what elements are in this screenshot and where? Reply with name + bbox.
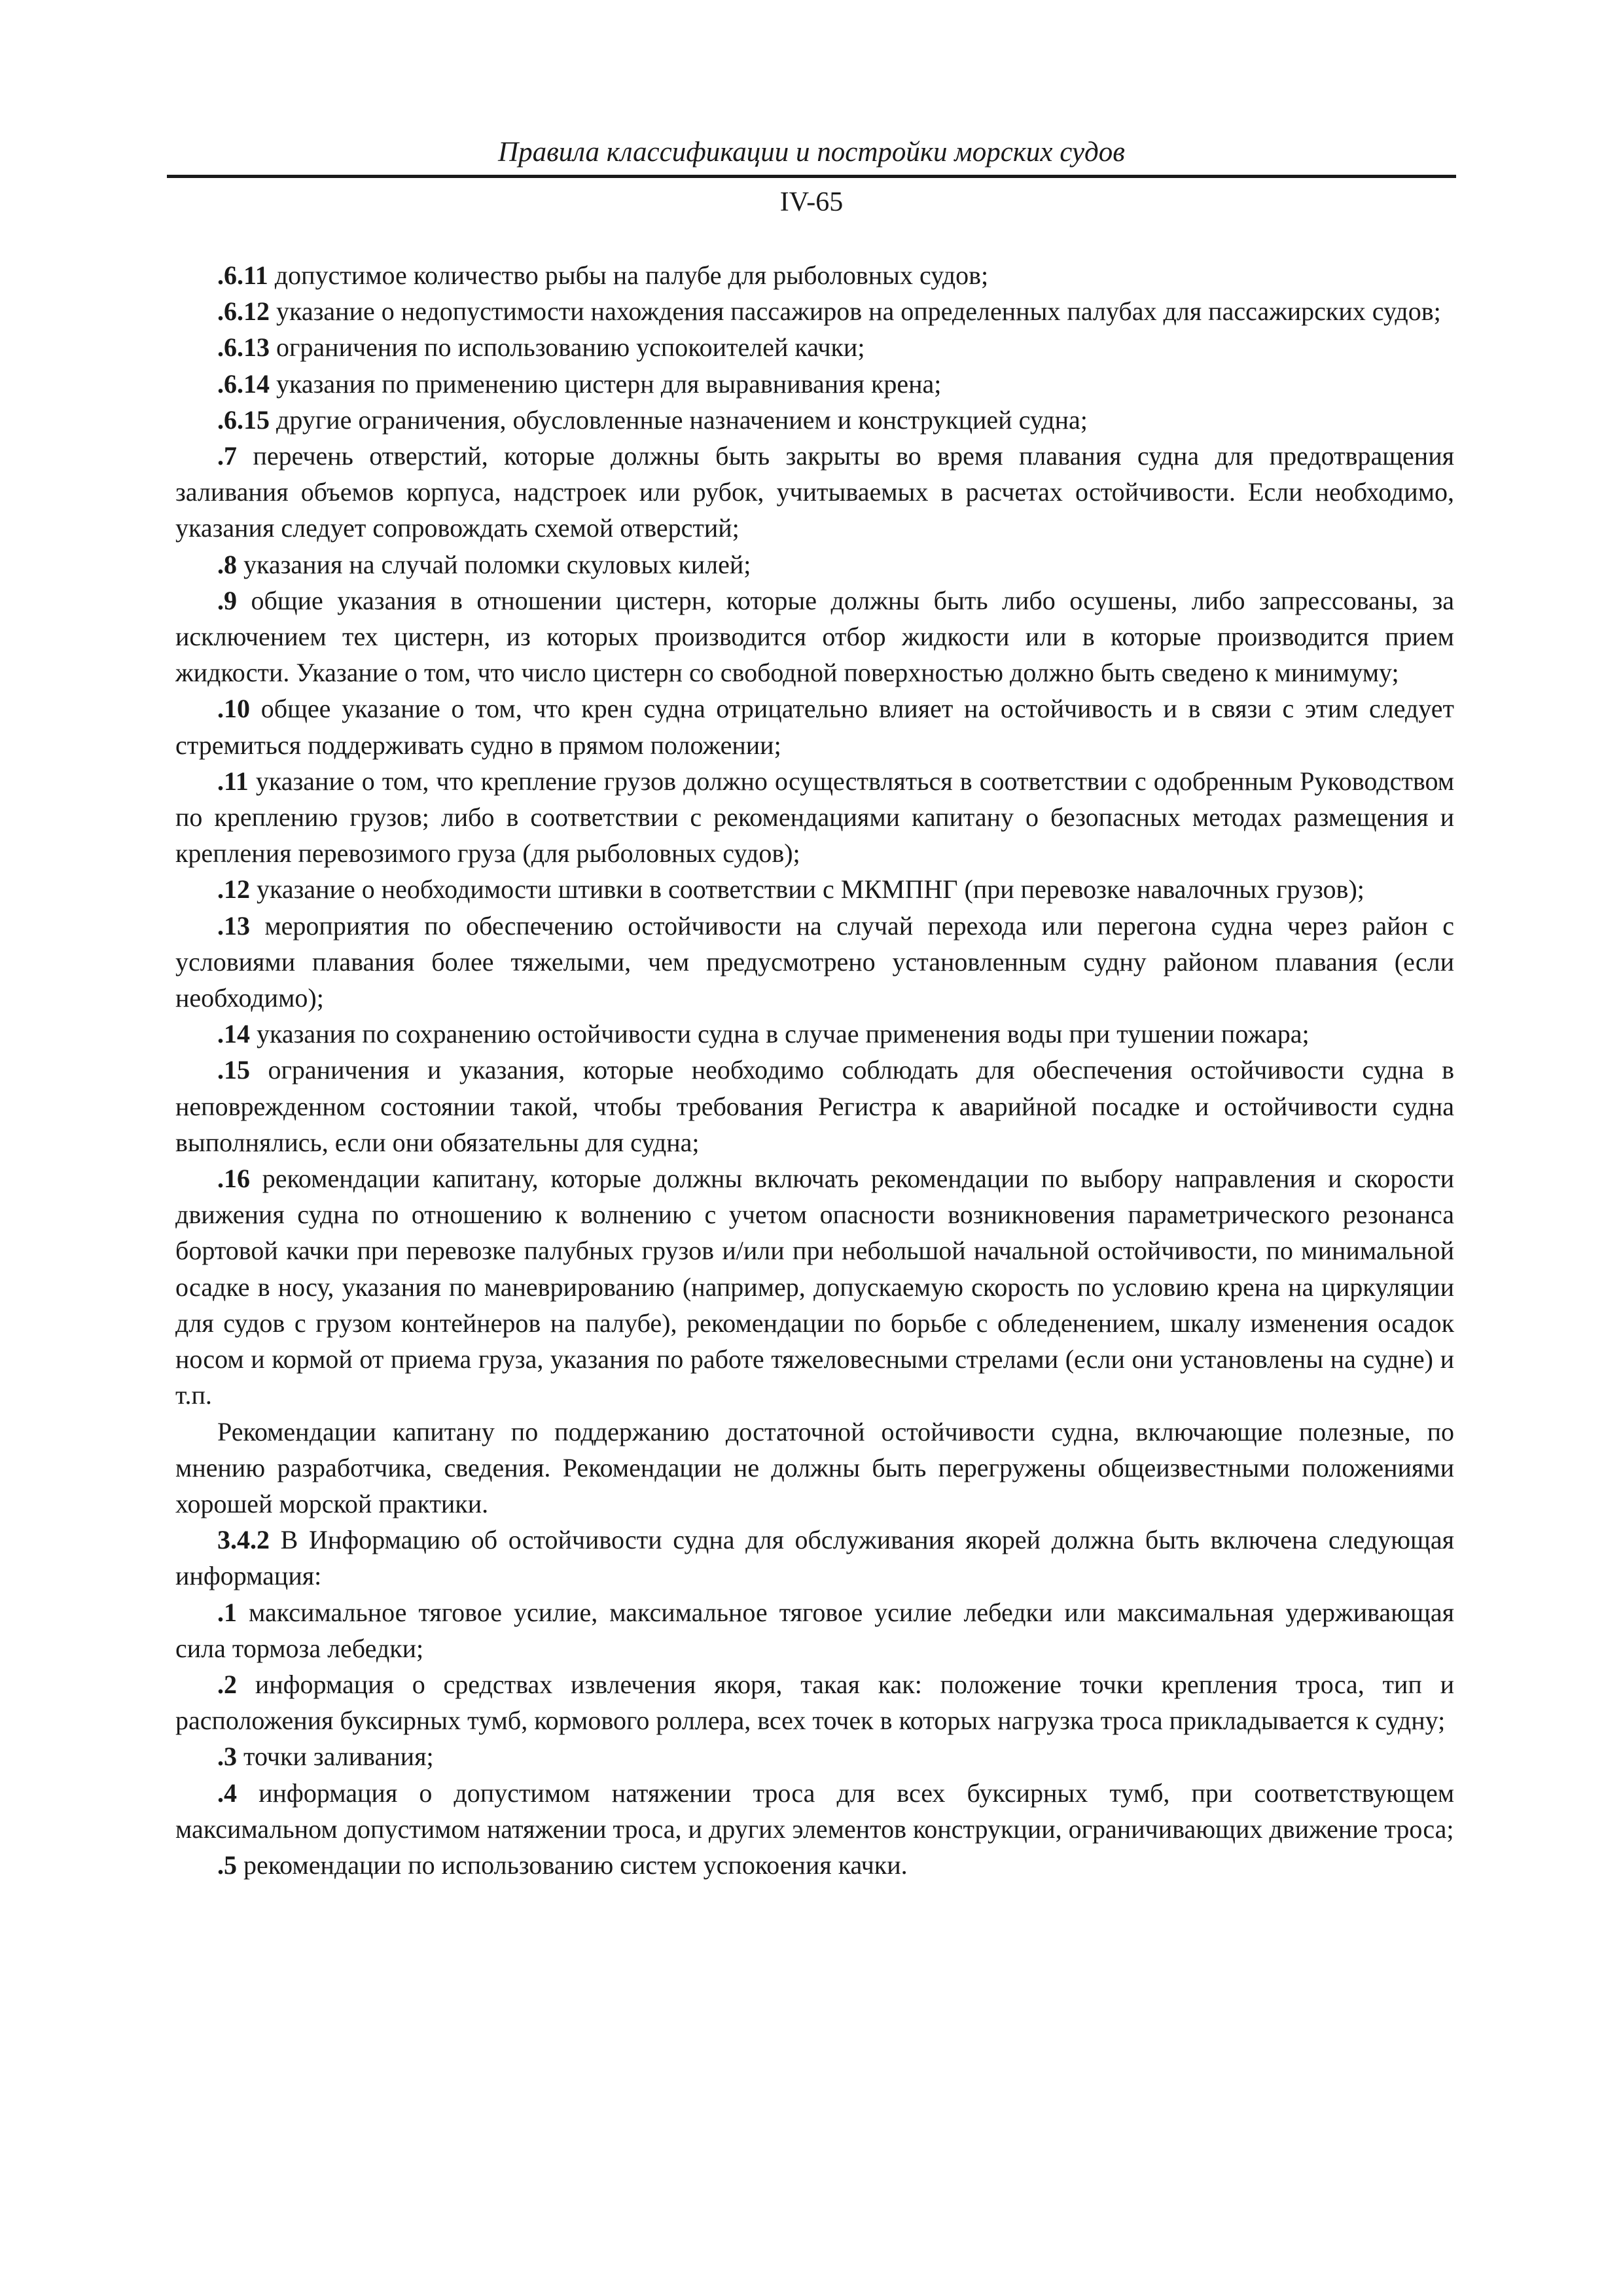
paragraph-text: рекомендации по использованию систем успокоения качки. [243, 1850, 908, 1880]
paragraph-text: другие ограничения, обусловленные назначением и конструкцией судна; [276, 404, 1088, 435]
paragraph-text: указание о недопустимости нахождения пассажиров на определенных палубах для пассажирских судов; [276, 296, 1441, 327]
paragraph [175, 763, 1454, 872]
paragraph-text: указание о необходимости штивки в соответствии с МКМПНГ (при перевозке навалочных грузов); [257, 874, 1364, 905]
header-rule [167, 175, 1456, 178]
paragraph [175, 1414, 1454, 1522]
paragraph-number: .6.11 [217, 260, 268, 290]
paragraph-text: перечень отверстий, которые должны быть закрыты во время плавания судна для предотвращения заливания объемов корпуса, надстроек или рубок, учитываемых в расчетах остойчивости. Если необходимо, указания следует сопровождать схемой отверстий; [175, 441, 1455, 543]
paragraph-number: .3 [217, 1742, 237, 1772]
paragraph-text: Рекомендации капитану по поддержанию достаточной остойчивости судна, включающие полезные, по мнению разработчика, сведения. Рекомендации не должны быть перегружены общеизвестными положениями хорошей морской практики. [175, 1416, 1454, 1518]
paragraph-text: точки заливания; [243, 1742, 434, 1772]
paragraph-number: .9 [217, 585, 237, 615]
paragraph-number: .8 [217, 549, 237, 579]
paragraph-text: допустимое количество рыбы на палубе для рыболовных судов; [274, 260, 989, 290]
paragraph-number: .1 [217, 1597, 237, 1627]
paragraph [175, 1522, 1454, 1594]
paragraph-number: .6.15 [217, 404, 270, 435]
paragraph [175, 257, 1454, 293]
paragraph-number: .12 [217, 874, 250, 905]
paragraph-text: информация о средствах извлечения якоря, такая как: положение точки крепления троса, тип и расположения буксирных тумб, кормового роллера, всех точек в которых нагрузка троса прикладывается к судну; [175, 1669, 1454, 1736]
paragraph [175, 1594, 1454, 1666]
paragraph-number: .6.13 [217, 332, 270, 363]
paragraph-text: указание о том, что крепление грузов должно осуществляться в соответствии с одобренным Руководством по креплению грузов; либо в соответствии с рекомендациями капитану о безопасных методах размещения и крепления перевозимого груза (для рыболовных судов); [175, 766, 1455, 869]
paragraph-number: .6.14 [217, 368, 270, 399]
paragraph-number: 3.4.2 [217, 1525, 270, 1555]
paragraph-text: общее указание о том, что крен судна отрицательно влияет на остойчивость и в связи с этим следует стремиться поддерживать судно в прямом положении; [175, 694, 1455, 760]
paragraph [175, 908, 1454, 1016]
paragraph-number: .16 [217, 1164, 250, 1194]
paragraph [175, 329, 1454, 365]
paragraph [175, 366, 1454, 402]
paragraph [175, 1666, 1454, 1738]
paragraph [175, 691, 1454, 762]
paragraph [175, 1052, 1454, 1160]
paragraph-text: рекомендации капитану, которые должны включать рекомендации по выбору направления и скорости движения судна по отношению к волнению с учетом опасности возникновения параметрического резонанса бортовой качки при перевозке палубных грузов и/или при небольшой начальной остойчивости, по минимальной осадке в носу, указания по маневрированию (например, допускаемую скорость по условию крена на циркуляции для судов с грузом контейнеров на палубе), рекомендации по борьбе с обледенением, шкалу изменения осадок носом и кормой от приема груза, указания по работе тяжеловесными стрелами (если они установлены на судне) и т.п. [175, 1164, 1454, 1410]
paragraph [175, 1016, 1454, 1052]
paragraph-text: информация о допустимом натяжении троса для всех буксирных тумб, при соответствующем максимальном допустимом натяжении троса, и других элементов конструкции, ограничивающих движение троса; [175, 1778, 1455, 1844]
paragraph-number: .10 [217, 694, 250, 724]
paragraph [175, 438, 1454, 547]
paragraph [175, 871, 1454, 907]
paragraph-text: мероприятия по обеспечению остойчивости на случай перехода или перегона судна через район с условиями плавания более тяжелыми, чем предусмотрено установленным судну районом плавания (если необходимо); [175, 910, 1455, 1013]
paragraph-text: указания на случай поломки скуловых килей; [243, 549, 751, 579]
paragraph-text: В Информацию об остойчивости судна для обслуживания якорей должна быть включена следующая информация: [175, 1525, 1454, 1591]
paragraph-number: .11 [217, 766, 249, 796]
paragraph-text: указания по сохранению остойчивости судна в случае применения воды при тушении пожара; [257, 1019, 1310, 1049]
paragraph-number: .4 [217, 1778, 237, 1808]
paragraph-number: .7 [217, 441, 237, 471]
paragraph-number: .13 [217, 910, 250, 941]
paragraph [175, 293, 1454, 329]
paragraph-text: ограничения и указания, которые необходимо соблюдать для обеспечения остойчивости судна в неповрежденном состоянии такой, чтобы требования Регистра к аварийной посадке и остойчивости судна выполнялись, если они обязательны для судна; [175, 1055, 1455, 1157]
paragraph [175, 1738, 1454, 1774]
paragraph-text: указания по применению цистерн для выравнивания крена; [276, 368, 942, 399]
paragraph-number: .5 [217, 1850, 237, 1880]
paragraph [175, 1847, 1454, 1883]
paragraph [175, 547, 1454, 583]
paragraph-number: .2 [217, 1669, 237, 1699]
paragraph-text: максимальное тяговое усилие, максимальное тяговое усилие лебедки или максимальная удерживающая сила тормоза лебедки; [175, 1597, 1454, 1663]
paragraph [175, 1160, 1454, 1413]
paragraph-number: .6.12 [217, 296, 270, 327]
paragraph-text: общие указания в отношении цистерн, которые должны быть либо осушены, либо запрессованы, за исключением тех цистерн, из которых производится отбор жидкости или в которые производится прием жидкости. Указание о том, что число цистерн со свободной поверхностью должно быть сведено к минимуму; [175, 585, 1454, 688]
paragraph-number: .15 [217, 1055, 250, 1085]
page-number: IV-65 [779, 187, 844, 217]
paragraph-text: ограничения по использованию успокоителей качки; [276, 332, 865, 363]
body-text [175, 257, 1454, 1883]
paragraph [175, 1775, 1454, 1847]
paragraph [175, 583, 1454, 691]
running-header-title: Правила классификации и постройки морских судов [498, 137, 1125, 168]
paragraph [175, 402, 1454, 438]
paragraph-number: .14 [217, 1019, 250, 1049]
